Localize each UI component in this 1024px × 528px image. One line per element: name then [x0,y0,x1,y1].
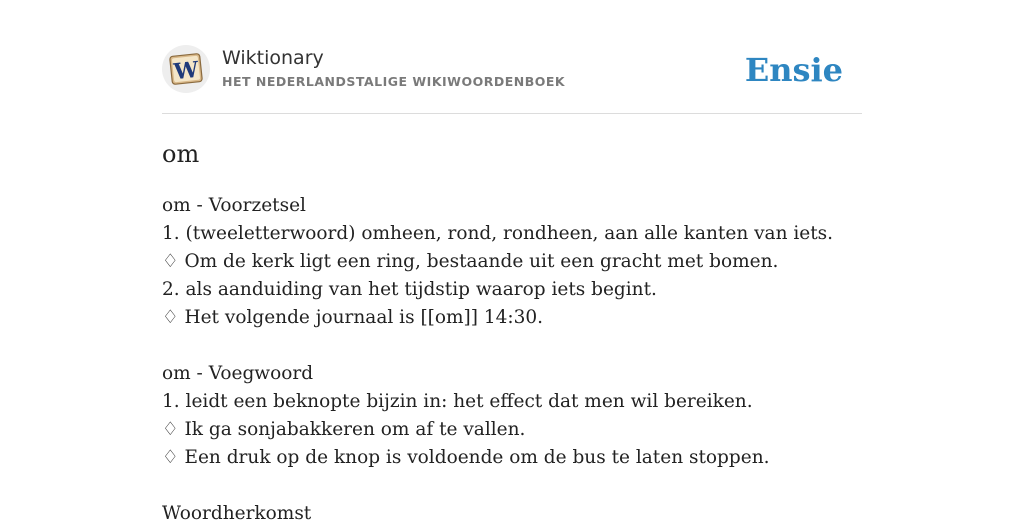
spacer [162,472,862,500]
section-voegwoord [162,360,862,472]
definition-line: 2. als aanduiding van het tijdstip waarop iets begint. [162,279,657,300]
example-line: ♢ Het volgende journaal is [[om]] 14:30. [162,307,544,328]
wiktionary-logo[interactable] [162,45,210,93]
entry-title: om [162,140,200,168]
entry-content [162,192,862,528]
section-heading: om - Voorzetsel [162,195,306,216]
ensie-brand-link[interactable]: Ensie [744,51,843,89]
section-heading: om - Voegwoord [162,363,314,384]
example-line: ♢ Om de kerk ligt een ring, bestaande uit een gracht met bomen. [162,251,779,272]
definition-line: 1. leidt een beknopte bijzin in: het effect dat men wil bereiken. [162,391,753,412]
svg-text:W: W [172,56,200,86]
site-subtitle: HET NEDERLANDSTALIGE WIKIWOORDENBOEK [222,74,566,89]
definition-line: 1. (tweeletterwoord) omheen, rond, rondheen, aan alle kanten van iets. [162,223,834,244]
site-header [162,0,862,114]
site-title[interactable]: Wiktionary [222,47,324,69]
section-heading: Woordherkomst [162,503,312,524]
page-container [162,0,862,528]
spacer [162,332,862,360]
wiktionary-w-tile-icon [168,51,204,87]
example-line: ♢ Ik ga sonjabakkeren om af te vallen. [162,419,526,440]
section-voorzetsel [162,192,862,332]
example-line: ♢ Een druk op de knop is voldoende om de bus te laten stoppen. [162,447,770,468]
section-woordherkomst [162,500,862,528]
